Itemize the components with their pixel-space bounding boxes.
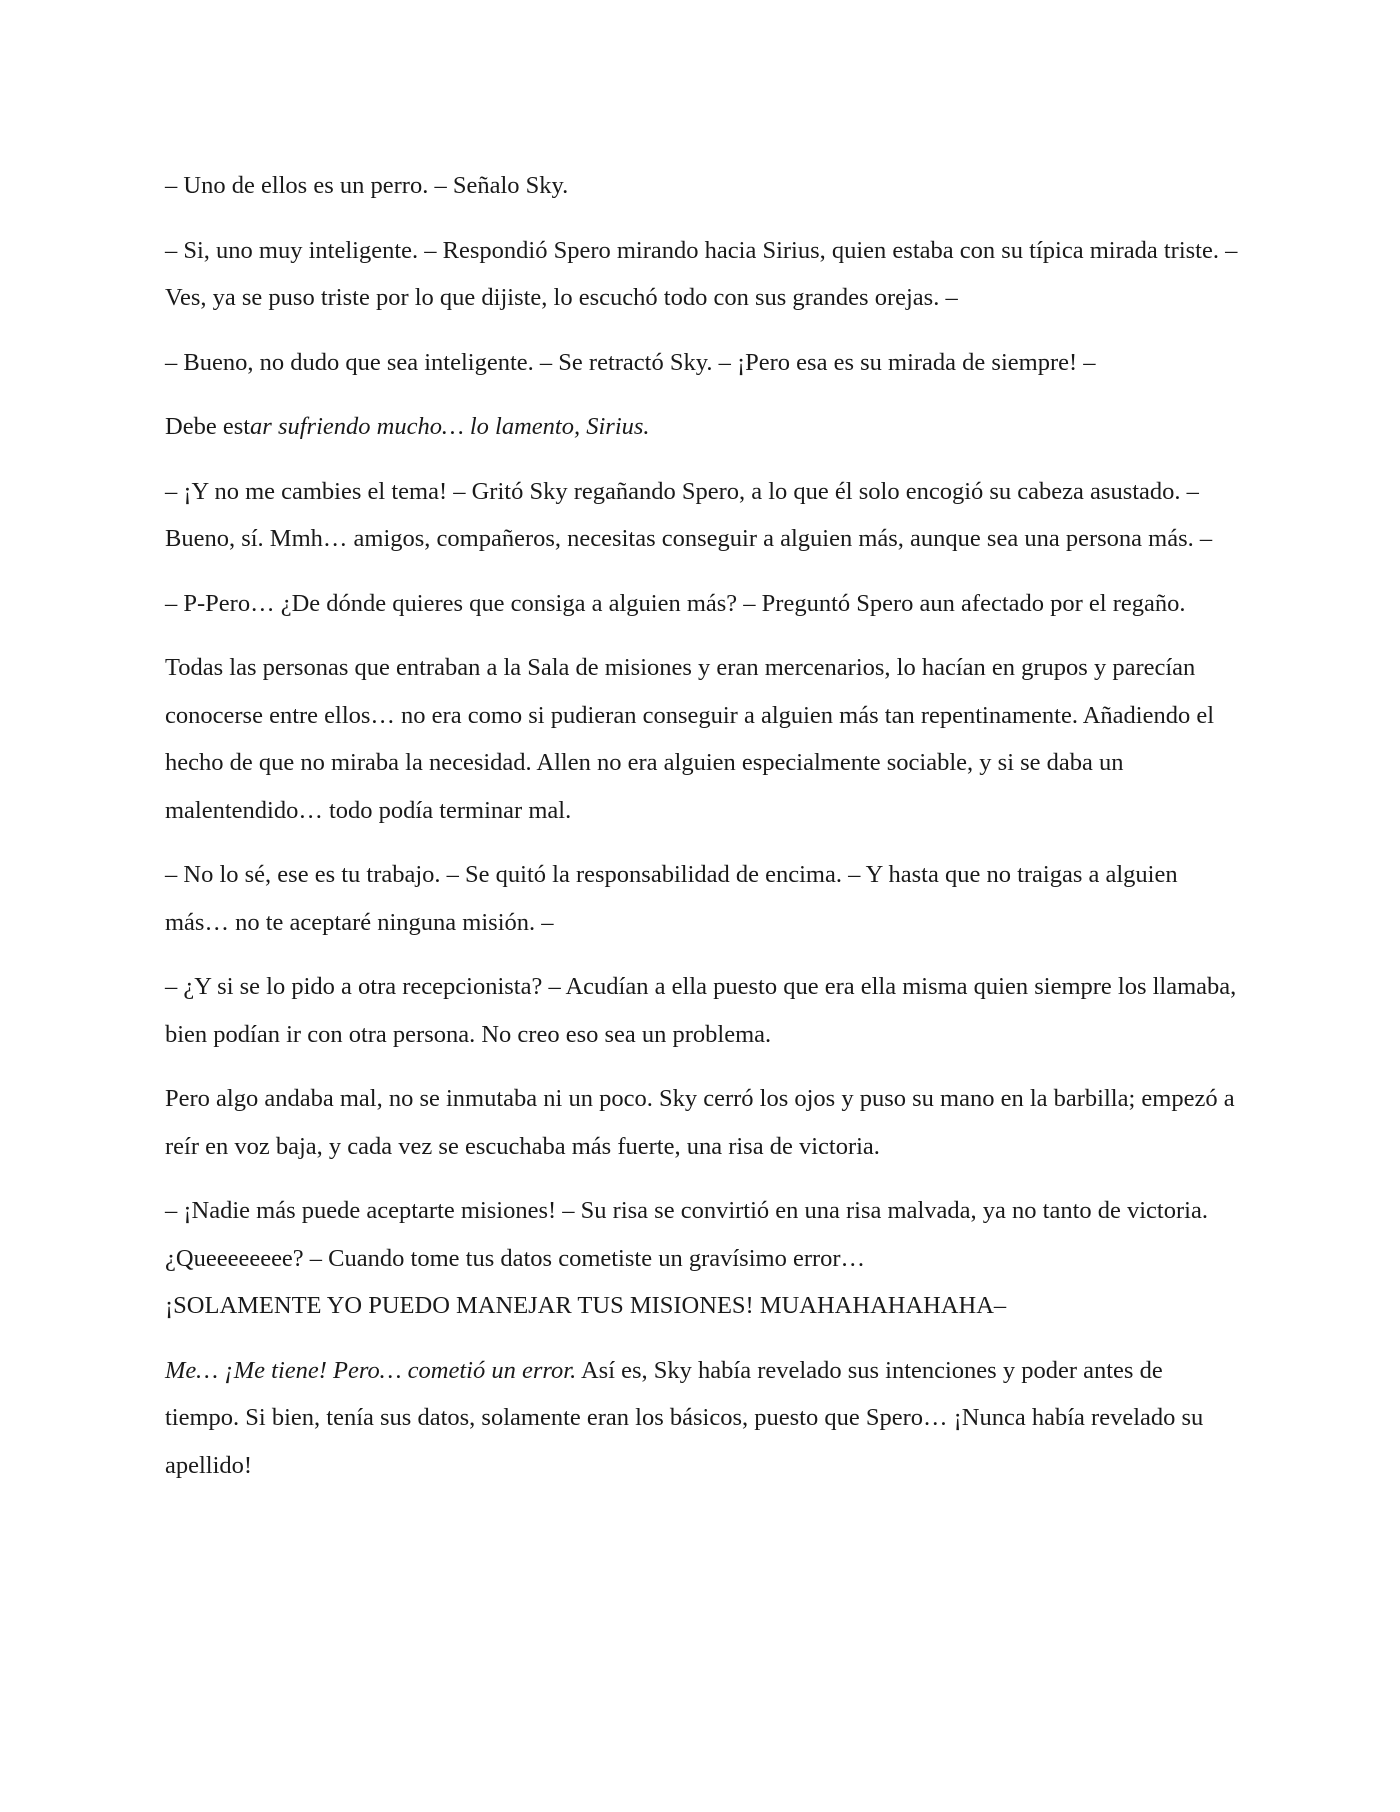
text-segment: – Uno de ellos es un perro. – Señalo Sky.: [165, 172, 569, 199]
paragraph-10: [165, 1075, 1240, 1170]
paragraph-4: [165, 403, 1240, 451]
paragraph-3: [165, 339, 1240, 387]
paragraph-11: [165, 1187, 1240, 1282]
paragraph-8: [165, 851, 1240, 946]
paragraph-9: [165, 963, 1240, 1058]
text-segment: Pero algo andaba mal, no se inmutaba ni un poco. Sky cerró los ojos y puso su mano en la barbilla; empezó a reír en voz baja, y cada vez se escuchaba más fuerte, una risa de victoria.: [165, 1085, 1235, 1160]
italic-text-segment: ar sufriendo mucho… lo lamento, Sirius.: [250, 413, 650, 440]
text-segment: – Bueno, no dudo que sea inteligente. – Se retractó Sky. – ¡Pero esa es su mirada de siempre! –: [165, 348, 1096, 376]
text-segment: Debe est: [165, 413, 251, 440]
paragraph-7: [165, 644, 1240, 834]
paragraph-5: [165, 468, 1240, 563]
text-segment: – Si, uno muy inteligente. – Respondió Spero mirando hacia Sirius, quien estaba con su típica mirada triste. – Ves, ya se puso triste por lo que dijiste, lo escuchó todo con sus grandes orejas. –: [165, 236, 1238, 311]
text-segment: – No lo sé, ese es tu trabajo. – Se quitó la responsabilidad de encima. – Y hasta que no traigas a alguien más… no te aceptaré ninguna misión. –: [165, 861, 1178, 936]
text-segment: – ¡Y no me cambies el tema! – Gritó Sky regañando Spero, a lo que él solo encogió su cabeza asustado. – Bueno, sí. Mmh… amigos, compañeros, necesitas conseguir a alguien más, aunque sea una persona más. –: [165, 477, 1213, 552]
paragraph-2: [165, 227, 1240, 322]
paragraph-6: [165, 580, 1240, 628]
text-segment: – ¿Y si se lo pido a otra recepcionista? – Acudían a ella puesto que era ella misma quien siempre los llamaba, bien podían ir con otra persona. No creo eso sea un problema.: [165, 973, 1237, 1048]
document-page: [165, 162, 1240, 1506]
paragraph-1: [165, 162, 1240, 210]
text-segment: Así es, Sky había revelado sus intenciones y poder antes de tiempo. Si bien, tenía sus datos, solamente eran los básicos, puesto que Spero… ¡Nunca había revelado su apellido!: [165, 1356, 1204, 1479]
italic-text-segment: Me… ¡Me tiene! Pero… cometió un error.: [165, 1356, 577, 1384]
text-segment: – P-Pero… ¿De dónde quieres que consiga a alguien más? – Preguntó Spero aun afectado por el regaño.: [165, 589, 1186, 617]
text-segment: – ¡Nadie más puede aceptarte misiones! – Su risa se convirtió en una risa malvada, ya no tanto de victoria. ¿Queeeeeeee? – Cuando tome tus datos cometiste un gravísimo error…: [165, 1197, 1208, 1272]
text-segment: ¡SOLAMENTE YO PUEDO MANEJAR TUS MISIONES! MUAHAHAHAHAHA–: [165, 1292, 1007, 1319]
paragraph-12-shout: [165, 1282, 1240, 1330]
paragraph-13: [165, 1347, 1240, 1490]
text-segment: Todas las personas que entraban a la Sala de misiones y eran mercenarios, lo hacían en grupos y parecían conocerse entre ellos… no era como si pudieran conseguir a alguien más tan repentinamente. Añadiendo el hecho de que no miraba la necesidad. Allen no era alguien especialmente sociable, y si se daba un malentendido… todo podía terminar mal.: [165, 654, 1215, 824]
